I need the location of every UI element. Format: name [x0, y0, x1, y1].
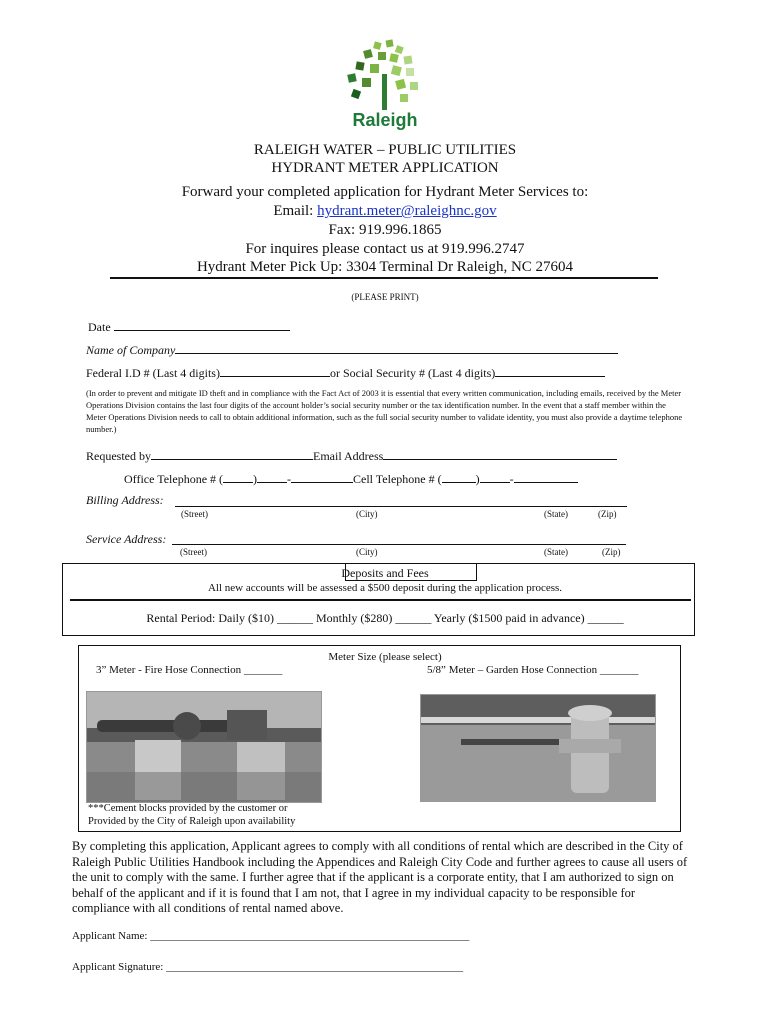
page-title-line2: HYDRANT METER APPLICATION	[271, 160, 499, 176]
cement-caption-line2: Provided by the City of Raleigh upon availability	[88, 816, 296, 827]
service-street-caption: (Street)	[180, 547, 207, 557]
ssn-label: or Social Security # (Last 4 digits)	[329, 366, 496, 380]
cell-phone-label: Cell Telephone # (	[353, 472, 442, 486]
federal-id-label: Federal I.D # (Last 4 digits)	[86, 366, 220, 380]
meter-option-5-8-inch[interactable]: 5/8” Meter – Garden Hose Connection _______	[427, 664, 639, 676]
deposits-title: Deposits and Fees	[341, 566, 429, 580]
requested-by-input[interactable]	[151, 447, 313, 460]
deposits-note: All new accounts will be assessed a $500 deposit during the application process.	[207, 582, 563, 594]
billing-address-input[interactable]	[175, 506, 627, 507]
federal-id-input[interactable]	[220, 364, 330, 377]
please-print-note: (PLEASE PRINT)	[351, 292, 419, 302]
page-title-line1: RALEIGH WATER – PUBLIC UTILITIES	[253, 142, 517, 158]
logo-wordmark: Raleigh	[352, 110, 418, 130]
rental-period-options[interactable]: Rental Period: Daily ($10) ______ Monthly ($280) ______ Yearly ($1500 paid in advance) ______	[146, 611, 624, 625]
requested-by-label: Requested by	[86, 449, 151, 463]
cement-caption-line1: ***Cement blocks provided by the customer or	[88, 803, 288, 814]
agreement-text: By completing this application, Applicant agrees to comply with all conditions of rental which are described in the City of Raleigh Public Utilities Handbook including the Appendices and Raleigh City Code and further agrees to cause all users of the unit to comply with the same. I further agree that if the applicant is a corporate entity, that I am authorized to sign on behalf of the applicant and if it is found that I am not, that I agree in my individual capacity to be responsible for compliance with all conditions of rental named above.	[72, 839, 688, 915]
billing-zip-caption: (Zip)	[598, 509, 617, 519]
meter-size-title: Meter Size (please select)	[328, 651, 442, 663]
office-number[interactable]	[291, 470, 353, 483]
service-address-input[interactable]	[172, 544, 626, 545]
pickup-line: Hydrant Meter Pick Up: 3304 Terminal Dr Raleigh, NC 27604	[196, 259, 574, 275]
fax-line: Fax: 919.996.1865	[328, 222, 442, 238]
cell-area-code[interactable]	[442, 470, 476, 483]
company-input[interactable]	[175, 341, 618, 354]
header-divider	[110, 277, 658, 279]
billing-state-caption: (State)	[544, 509, 568, 519]
company-label: Name of Company	[86, 343, 176, 357]
ssn-input[interactable]	[495, 364, 605, 377]
requested-by-field[interactable]	[86, 447, 617, 464]
email-link[interactable]: hydrant.meter@raleighnc.gov	[317, 203, 497, 219]
company-field[interactable]	[86, 341, 618, 358]
service-city-caption: (City)	[356, 547, 378, 557]
date-input[interactable]	[114, 318, 290, 331]
applicant-signature-field[interactable]: Applicant Signature: ______________________________________________________	[72, 961, 464, 973]
email-line	[0, 202, 770, 221]
forward-intro: Forward your completed application for Hydrant Meter Services to:	[181, 184, 589, 200]
service-zip-caption: (Zip)	[602, 547, 621, 557]
billing-street-caption: (Street)	[181, 509, 208, 519]
email-label: Email:	[273, 203, 318, 219]
office-phone-label: Office Telephone # (	[124, 472, 224, 486]
service-address-label: Service Address:	[86, 532, 167, 546]
meter-option-3-inch[interactable]: 3” Meter - Fire Hose Connection _______	[96, 664, 283, 676]
phone-field[interactable]: Office Telephone # ( ) - Cell Telephone # ( ) -	[124, 470, 578, 487]
email-address-label: Email Address	[313, 449, 384, 463]
billing-city-caption: (City)	[356, 509, 378, 519]
office-prefix[interactable]	[257, 470, 287, 483]
id-field[interactable]	[86, 364, 605, 381]
applicant-name-field[interactable]: Applicant Name: __________________________________________________________	[72, 930, 470, 942]
inquiries-line: For inquires please contact us at 919.996.2747	[245, 241, 525, 257]
deposits-divider	[70, 599, 691, 601]
office-area-code[interactable]	[223, 470, 253, 483]
email-address-input[interactable]	[383, 447, 617, 460]
service-state-caption: (State)	[544, 547, 568, 557]
billing-address-label: Billing Address:	[86, 493, 164, 507]
cell-prefix[interactable]	[480, 470, 510, 483]
date-label: Date	[88, 320, 111, 334]
garden-hose-meter-photo	[420, 694, 656, 802]
cell-number[interactable]	[514, 470, 578, 483]
date-field[interactable]	[88, 318, 290, 335]
fire-hose-meter-photo	[86, 691, 322, 803]
id-theft-disclaimer: (In order to prevent and mitigate ID theft and in compliance with the Fact Act of 2003 it is essential that every written communication, including emails, received by the Meter Operations Division contains the last four digits of the account holder’s social security number or the tax identification number. In the event that a staff member within the Meter Operations Division needs to call to obtain additional information, such as the full social security number to validate identity, you must also provide a daytime telephone number.)	[86, 388, 683, 434]
